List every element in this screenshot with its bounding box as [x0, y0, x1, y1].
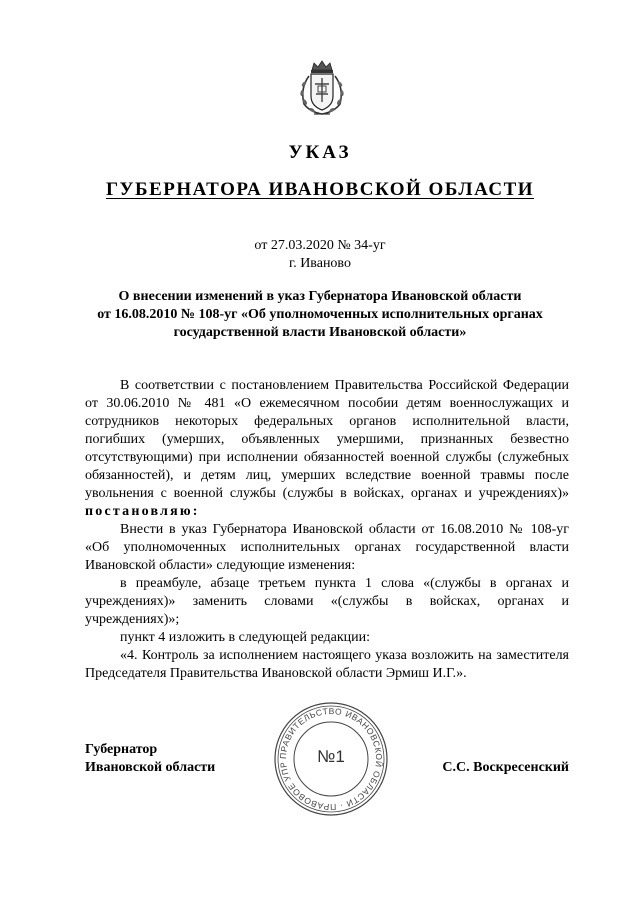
document-type-title: УКАЗ [288, 142, 352, 163]
heading-line: от 16.08.2010 № 108-уг «Об уполномоченных исполнительных органах [97, 307, 543, 322]
body-paragraph: Внести в указ Губернатора Ивановской области от 16.08.2010 № 108-уг «Об уполномоченных исполнительных органах государственной власти Ивановской области» следующие изменения: [85, 522, 569, 573]
preamble-text: В соответствии с постановлением Правительства Российской Федерации от 30.06.2010 № 481 «О ежемесячном пособии детям военнослужащих и сотрудников некоторых федеральных органов исполнительной власти, погибших (умерших, объявленных умершими, признанных безвестно отсутствующими) при исполнении обязанностей военной службы (служебных обязанностей), и детям лиц, умерших вследствие военной травмы после увольнения с военной службы (службы в войсках, органах и учреждениях)» [85, 378, 569, 501]
signatory-name: С.С. Воскресенский [442, 760, 569, 775]
position-line: Ивановской области [85, 760, 216, 775]
stamp-number: №1 [317, 747, 345, 766]
signatory-position [85, 741, 215, 777]
heading-line: государственной власти Ивановской области» [173, 325, 467, 340]
city-name: г. Иваново [289, 256, 351, 271]
coat-of-arms-icon [296, 60, 348, 118]
body-paragraph: пункт 4 изложить в следующей редакции: [120, 630, 370, 645]
preamble-paragraph [85, 377, 569, 521]
issuer-title: ГУБЕРНАТОРА ИВАНОВСКОЙ ОБЛАСТИ [105, 179, 535, 200]
decree-heading [60, 288, 580, 342]
decree-body [85, 377, 569, 683]
decree-word: постановляю: [85, 504, 200, 519]
heading-line: О внесении изменений в указ Губернатора Ивановской области [118, 289, 522, 304]
position-line: Губернатор [85, 742, 158, 757]
body-paragraph: «4. Контроль за исполнением настоящего указа возложить на заместителя Председателя Правительства Ивановской области Эрмиш И.Г.». [85, 648, 569, 681]
stamp-icon [272, 700, 390, 818]
stamp-ring-text: ПРАВИТЕЛЬСТВО ИВАНОВСКОЙ ОБЛАСТИ · ПРАВОВОЕ УПР [277, 705, 385, 813]
date-and-number: от 27.03.2020 № 34-уг [254, 238, 386, 253]
body-paragraph: в преамбуле, абзаце третьем пункта 1 слова «(службы в органах и учреждениях)» заменить словами «(службы в войсках, органах и учреждениях)»; [85, 576, 569, 627]
